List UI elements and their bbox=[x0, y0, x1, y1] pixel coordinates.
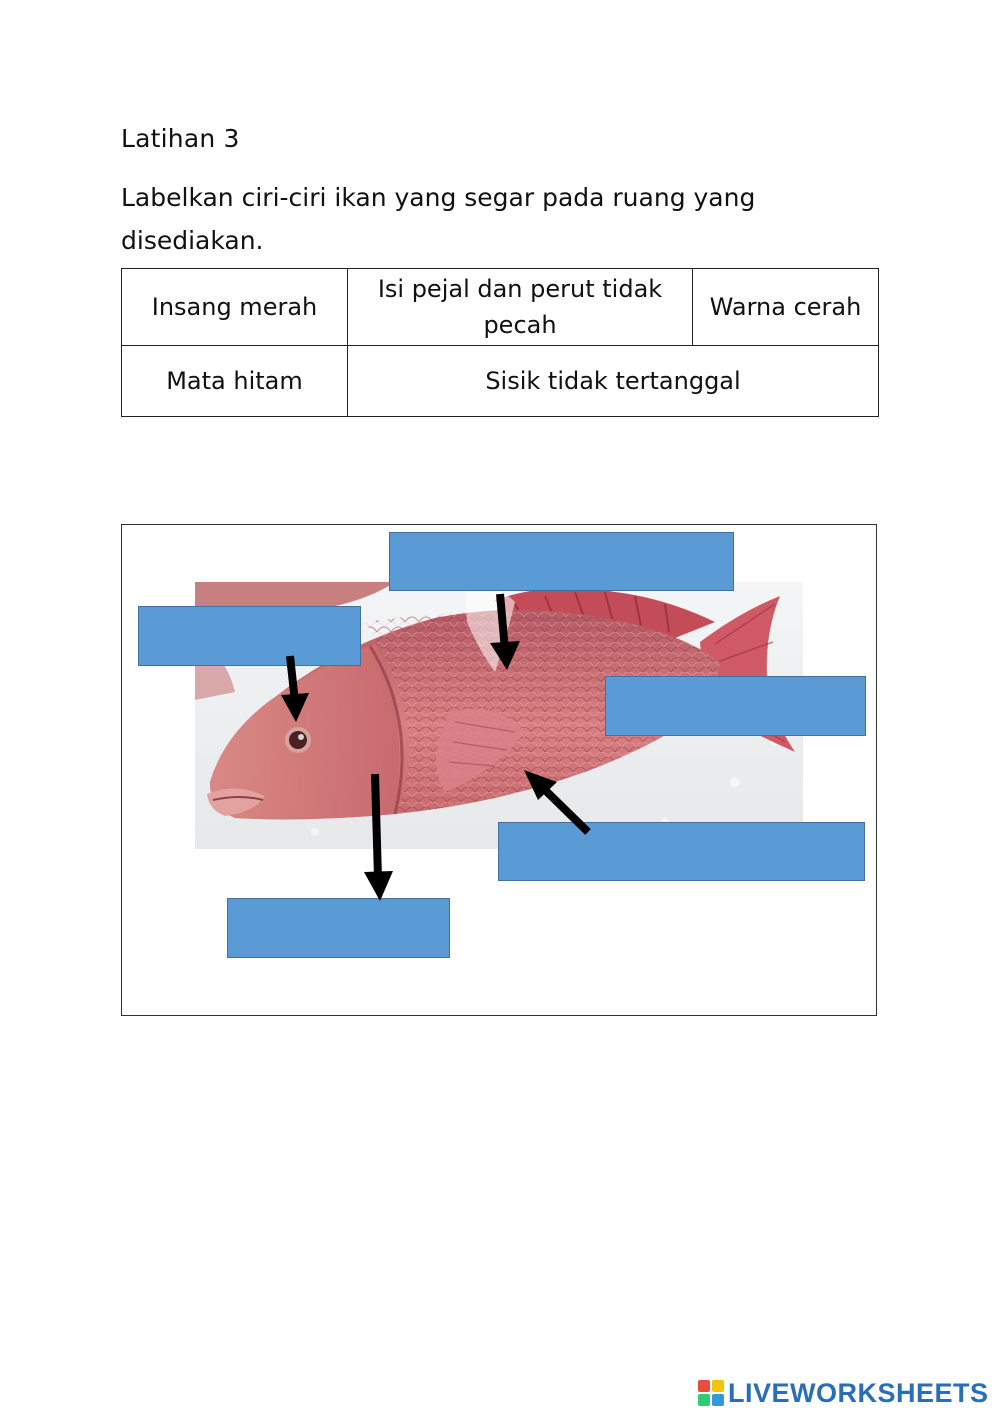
answer-option[interactable]: Warna cerah bbox=[693, 269, 879, 346]
table-row bbox=[122, 346, 879, 417]
label-box-eye[interactable] bbox=[138, 606, 361, 666]
label-box-right[interactable] bbox=[605, 676, 866, 736]
answer-options-table bbox=[121, 268, 879, 417]
label-box-top[interactable] bbox=[389, 532, 734, 591]
table-row bbox=[122, 269, 879, 346]
answer-option[interactable]: Mata hitam bbox=[122, 346, 348, 417]
label-box-bottom[interactable] bbox=[227, 898, 450, 958]
label-box-middle[interactable] bbox=[498, 822, 865, 881]
answer-option[interactable]: Insang merah bbox=[122, 269, 348, 346]
answer-option[interactable]: Sisik tidak tertanggal bbox=[348, 346, 879, 417]
answer-option[interactable]: Isi pejal dan perut tidak pecah bbox=[348, 269, 693, 346]
liveworksheets-brand bbox=[698, 1378, 989, 1408]
brand-text: LIVEWORKSHEETS bbox=[728, 1377, 989, 1408]
worksheet-title: Latihan 3 bbox=[121, 124, 240, 153]
worksheet-instruction: Labelkan ciri-ciri ikan yang segar pada ruang yang disediakan. bbox=[121, 183, 756, 255]
liveworksheets-logo-icon bbox=[698, 1380, 724, 1406]
